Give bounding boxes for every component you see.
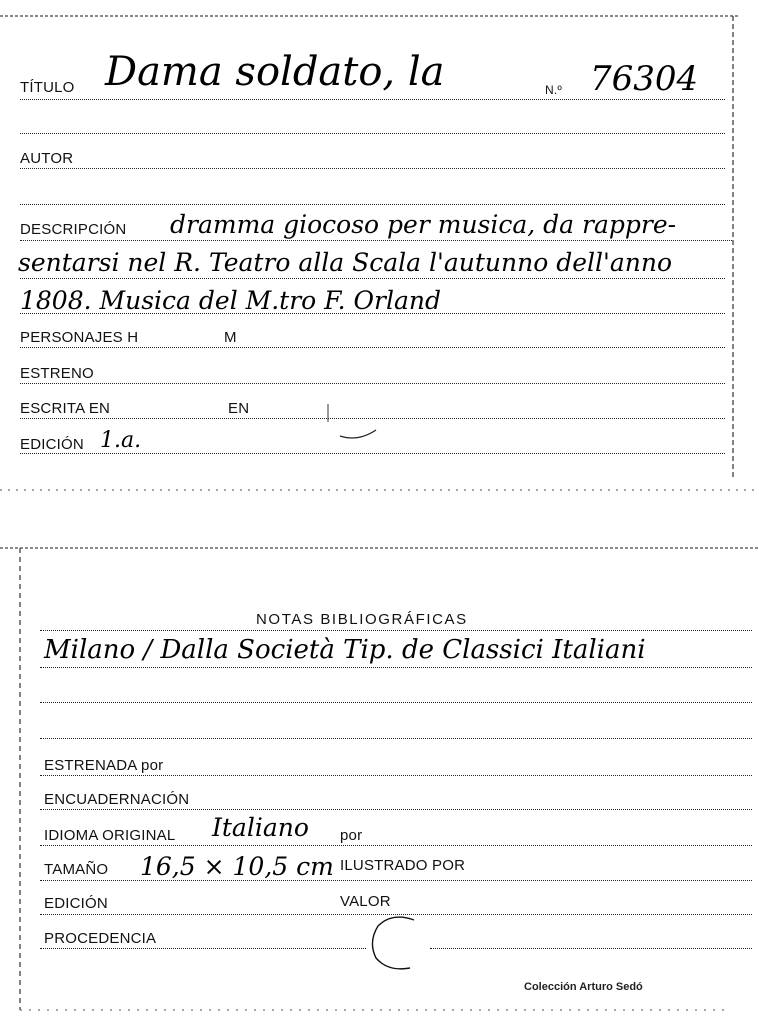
edicion-rule bbox=[20, 453, 725, 454]
blank-rule-2 bbox=[20, 204, 725, 205]
numero-label: N.º bbox=[545, 83, 562, 97]
blank-rule-1 bbox=[20, 133, 725, 134]
personajes-rule bbox=[20, 347, 725, 348]
notas-value: Milano / Dalla Società Tip. de Classici Italiani bbox=[44, 635, 646, 665]
escrita-label: ESCRITA EN bbox=[20, 400, 111, 417]
numero-value: 76304 bbox=[590, 59, 699, 99]
ilustrado-label: ILUSTRADO POR bbox=[340, 857, 466, 874]
descripcion-line-3: 1808. Musica del M.tro F. Orland bbox=[20, 286, 441, 315]
titulo-rule bbox=[20, 99, 725, 100]
catalog-card-back bbox=[0, 540, 759, 1028]
descripcion-label: DESCRIPCIÓN bbox=[20, 221, 127, 238]
idioma-rule bbox=[40, 845, 752, 846]
idioma-por: por bbox=[340, 827, 363, 844]
procedencia-rule bbox=[40, 948, 366, 949]
edicion-label-back: EDICIÓN bbox=[44, 895, 108, 912]
tamano-rule bbox=[40, 880, 752, 881]
idioma-value: Italiano bbox=[212, 813, 309, 842]
mujeres-label: M bbox=[224, 329, 237, 346]
titulo-value: Dama soldato, la bbox=[105, 49, 445, 95]
estreno-label: ESTRENO bbox=[20, 365, 94, 382]
notas-line-1 bbox=[40, 667, 752, 668]
autor-label: AUTOR bbox=[20, 150, 74, 167]
tamano-value: 16,5 × 10,5 cm bbox=[140, 852, 334, 881]
procedencia-label: PROCEDENCIA bbox=[44, 930, 157, 947]
procedencia-rule-2 bbox=[430, 948, 752, 949]
encuadernacion-rule bbox=[40, 809, 752, 810]
circle-stamp-mark bbox=[362, 910, 432, 980]
personajes-label: PERSONAJES H bbox=[20, 329, 139, 346]
tamano-label: TAMAÑO bbox=[44, 861, 109, 878]
descripcion-rule-2 bbox=[20, 278, 725, 279]
notas-label: NOTAS BIBLIOGRÁFICAS bbox=[256, 611, 468, 628]
edicion-value: 1.a. bbox=[100, 428, 142, 453]
catalog-card-front bbox=[0, 0, 759, 492]
estrenada-rule bbox=[40, 775, 752, 776]
notas-line-3 bbox=[40, 738, 752, 739]
estreno-rule bbox=[20, 383, 725, 384]
valor-label: VALOR bbox=[340, 893, 391, 910]
descripcion-line-1: dramma giocoso per musica, da rappre- bbox=[170, 210, 677, 239]
notas-line-2 bbox=[40, 702, 752, 703]
edicion-label: EDICIÓN bbox=[20, 436, 84, 453]
pencil-mark bbox=[322, 400, 392, 450]
en-label: EN bbox=[228, 400, 250, 417]
autor-rule bbox=[20, 168, 725, 169]
idioma-label: IDIOMA ORIGINAL bbox=[44, 827, 176, 844]
descripcion-rule-1 bbox=[20, 240, 732, 241]
coleccion-stamp: Colección Arturo Sedó bbox=[524, 981, 643, 993]
notas-rule bbox=[40, 630, 752, 631]
descripcion-line-2: sentarsi nel R. Teatro alla Scala l'autunno dell'anno bbox=[18, 248, 673, 277]
titulo-label: TÍTULO bbox=[20, 79, 75, 96]
encuadernacion-label: ENCUADERNACIÓN bbox=[44, 791, 190, 808]
estrenada-label: ESTRENADA por bbox=[44, 757, 164, 774]
